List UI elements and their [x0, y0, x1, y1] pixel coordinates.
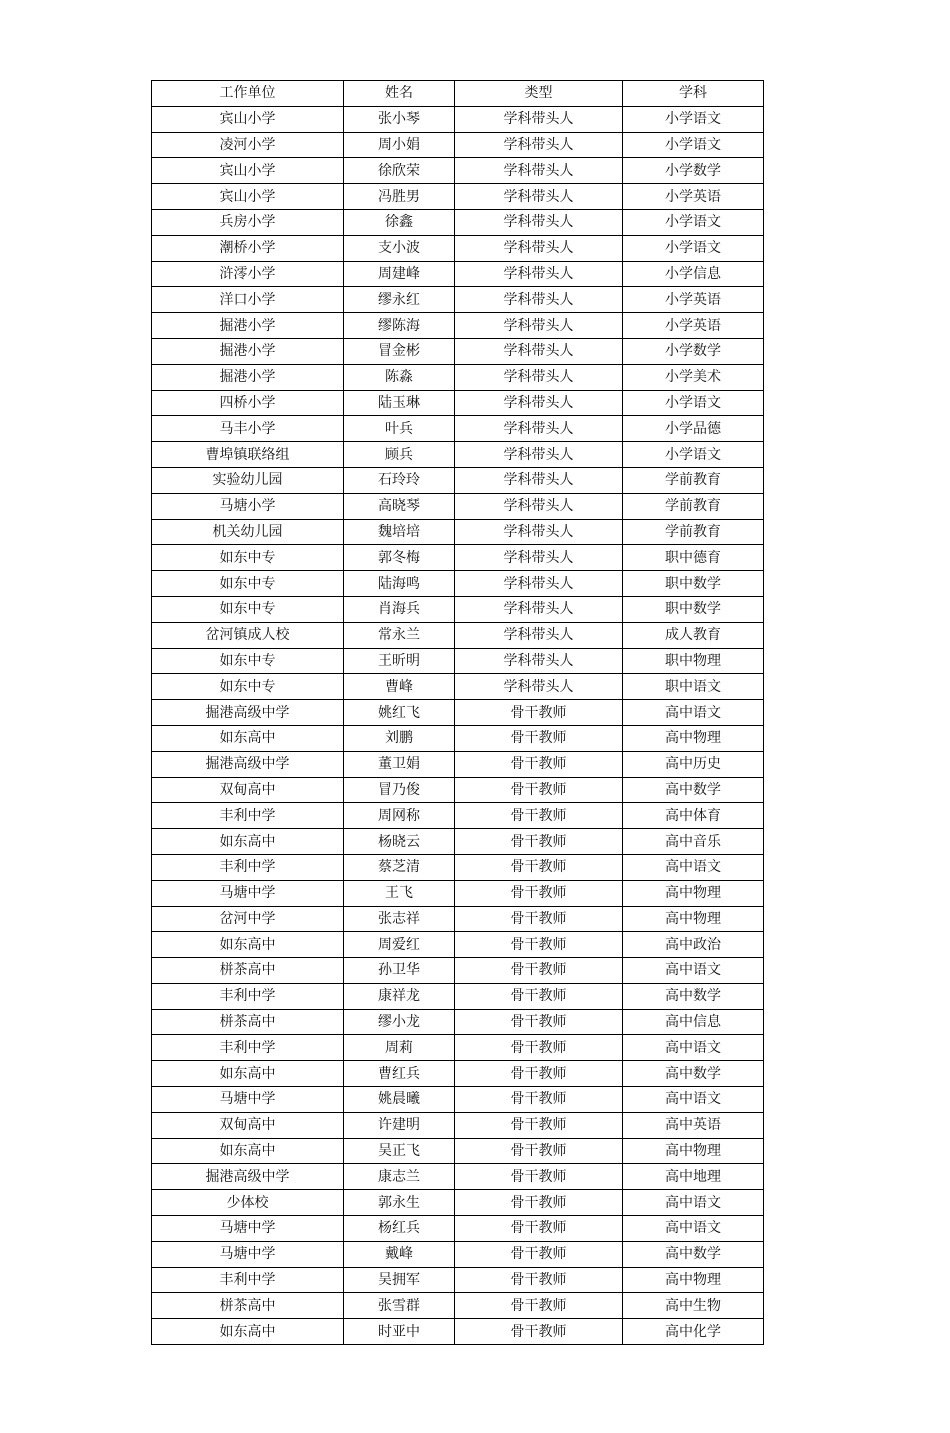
cell-type: 骨干教师 — [455, 1216, 623, 1242]
cell-name: 周网称 — [344, 803, 455, 829]
cell-type: 骨干教师 — [455, 1009, 623, 1035]
cell-name: 戴峰 — [344, 1241, 455, 1267]
cell-type: 骨干教师 — [455, 932, 623, 958]
table-row — [152, 1087, 764, 1113]
table-row — [152, 390, 764, 416]
cell-name: 康志兰 — [344, 1164, 455, 1190]
cell-type: 学科带头人 — [455, 571, 623, 597]
column-header-type: 类型 — [455, 81, 623, 107]
cell-subject: 高中数学 — [623, 777, 764, 803]
cell-work-unit: 浒澪小学 — [152, 261, 344, 287]
table-row — [152, 751, 764, 777]
table-header-row — [152, 81, 764, 107]
table-row — [152, 467, 764, 493]
cell-subject: 学前教育 — [623, 519, 764, 545]
cell-work-unit: 掘港小学 — [152, 313, 344, 339]
cell-work-unit: 丰利中学 — [152, 1267, 344, 1293]
cell-subject: 高中政治 — [623, 932, 764, 958]
cell-type: 骨干教师 — [455, 880, 623, 906]
table-row — [152, 1164, 764, 1190]
table-row — [152, 209, 764, 235]
table-row — [152, 545, 764, 571]
cell-subject: 高中数学 — [623, 983, 764, 1009]
cell-subject: 职中物理 — [623, 648, 764, 674]
cell-name: 吴拥军 — [344, 1267, 455, 1293]
cell-work-unit: 掘港小学 — [152, 364, 344, 390]
cell-subject: 职中德育 — [623, 545, 764, 571]
cell-subject: 小学语文 — [623, 132, 764, 158]
cell-name: 陈淼 — [344, 364, 455, 390]
cell-type: 学科带头人 — [455, 261, 623, 287]
cell-type: 骨干教师 — [455, 829, 623, 855]
cell-work-unit: 如东高中 — [152, 932, 344, 958]
cell-name: 缪永红 — [344, 287, 455, 313]
cell-type: 学科带头人 — [455, 158, 623, 184]
cell-type: 学科带头人 — [455, 622, 623, 648]
cell-name: 缪陈海 — [344, 313, 455, 339]
cell-name: 王飞 — [344, 880, 455, 906]
cell-subject: 高中英语 — [623, 1112, 764, 1138]
cell-subject: 小学英语 — [623, 184, 764, 210]
cell-work-unit: 如东高中 — [152, 1061, 344, 1087]
cell-subject: 学前教育 — [623, 493, 764, 519]
cell-name: 时亚中 — [344, 1319, 455, 1345]
table-row — [152, 596, 764, 622]
cell-subject: 高中物理 — [623, 1267, 764, 1293]
table-row — [152, 571, 764, 597]
cell-work-unit: 少体校 — [152, 1190, 344, 1216]
cell-subject: 高中物理 — [623, 906, 764, 932]
cell-work-unit: 如东中专 — [152, 596, 344, 622]
cell-subject: 职中数学 — [623, 596, 764, 622]
table-row — [152, 803, 764, 829]
cell-subject: 高中语文 — [623, 700, 764, 726]
cell-work-unit: 丰利中学 — [152, 983, 344, 1009]
teacher-roster-sheet — [151, 80, 763, 1345]
cell-subject: 高中语文 — [623, 1087, 764, 1113]
cell-type: 骨干教师 — [455, 1293, 623, 1319]
cell-work-unit: 宾山小学 — [152, 184, 344, 210]
cell-type: 学科带头人 — [455, 313, 623, 339]
cell-work-unit: 如东高中 — [152, 1319, 344, 1345]
cell-work-unit: 潮桥小学 — [152, 235, 344, 261]
cell-type: 学科带头人 — [455, 390, 623, 416]
cell-work-unit: 掘港高级中学 — [152, 700, 344, 726]
cell-work-unit: 如东中专 — [152, 571, 344, 597]
cell-work-unit: 凌河小学 — [152, 132, 344, 158]
table-row — [152, 725, 764, 751]
cell-name: 冯胜男 — [344, 184, 455, 210]
column-header-name: 姓名 — [344, 81, 455, 107]
cell-subject: 高中体育 — [623, 803, 764, 829]
cell-type: 学科带头人 — [455, 519, 623, 545]
cell-subject: 高中物理 — [623, 880, 764, 906]
cell-type: 学科带头人 — [455, 416, 623, 442]
cell-type: 学科带头人 — [455, 235, 623, 261]
cell-subject: 小学语文 — [623, 209, 764, 235]
cell-subject: 高中语文 — [623, 854, 764, 880]
cell-work-unit: 机关幼儿园 — [152, 519, 344, 545]
cell-name: 曹红兵 — [344, 1061, 455, 1087]
cell-subject: 高中语文 — [623, 1216, 764, 1242]
cell-type: 学科带头人 — [455, 184, 623, 210]
cell-subject: 高中化学 — [623, 1319, 764, 1345]
cell-name: 杨晓云 — [344, 829, 455, 855]
cell-type: 骨干教师 — [455, 1087, 623, 1113]
cell-subject: 小学语文 — [623, 390, 764, 416]
table-row — [152, 158, 764, 184]
cell-subject: 高中音乐 — [623, 829, 764, 855]
table-row — [152, 700, 764, 726]
cell-work-unit: 丰利中学 — [152, 854, 344, 880]
cell-name: 顾兵 — [344, 442, 455, 468]
cell-type: 学科带头人 — [455, 596, 623, 622]
cell-subject: 高中生物 — [623, 1293, 764, 1319]
cell-name: 肖海兵 — [344, 596, 455, 622]
table-row — [152, 880, 764, 906]
cell-name: 刘鹏 — [344, 725, 455, 751]
cell-work-unit: 实验幼儿园 — [152, 467, 344, 493]
cell-name: 高晓琴 — [344, 493, 455, 519]
table-row — [152, 364, 764, 390]
cell-type: 骨干教师 — [455, 1061, 623, 1087]
table-row — [152, 906, 764, 932]
cell-type: 学科带头人 — [455, 493, 623, 519]
cell-name: 徐鑫 — [344, 209, 455, 235]
cell-name: 周小娟 — [344, 132, 455, 158]
cell-subject: 高中物理 — [623, 1138, 764, 1164]
cell-name: 陆海鸣 — [344, 571, 455, 597]
cell-work-unit: 四桥小学 — [152, 390, 344, 416]
cell-work-unit: 掘港小学 — [152, 338, 344, 364]
cell-subject: 小学数学 — [623, 158, 764, 184]
cell-name: 缪小龙 — [344, 1009, 455, 1035]
table-row — [152, 106, 764, 132]
cell-subject: 小学英语 — [623, 313, 764, 339]
cell-type: 骨干教师 — [455, 906, 623, 932]
table-row — [152, 1267, 764, 1293]
table-row — [152, 493, 764, 519]
cell-work-unit: 栟茶高中 — [152, 958, 344, 984]
cell-work-unit: 掘港高级中学 — [152, 1164, 344, 1190]
cell-subject: 职中语文 — [623, 674, 764, 700]
cell-type: 学科带头人 — [455, 674, 623, 700]
cell-subject: 高中信息 — [623, 1009, 764, 1035]
table-row — [152, 932, 764, 958]
cell-type: 学科带头人 — [455, 545, 623, 571]
cell-subject: 小学语文 — [623, 235, 764, 261]
cell-work-unit: 栟茶高中 — [152, 1009, 344, 1035]
cell-type: 骨干教师 — [455, 958, 623, 984]
table-row — [152, 1293, 764, 1319]
cell-subject: 高中数学 — [623, 1061, 764, 1087]
cell-work-unit: 双甸高中 — [152, 1112, 344, 1138]
cell-type: 骨干教师 — [455, 1190, 623, 1216]
table-row — [152, 777, 764, 803]
cell-work-unit: 如东高中 — [152, 829, 344, 855]
cell-name: 郭永生 — [344, 1190, 455, 1216]
cell-name: 康祥龙 — [344, 983, 455, 1009]
table-row — [152, 184, 764, 210]
cell-name: 张志祥 — [344, 906, 455, 932]
cell-work-unit: 岔河中学 — [152, 906, 344, 932]
cell-name: 叶兵 — [344, 416, 455, 442]
cell-type: 骨干教师 — [455, 751, 623, 777]
cell-name: 曹峰 — [344, 674, 455, 700]
cell-name: 常永兰 — [344, 622, 455, 648]
cell-name: 姚晨曦 — [344, 1087, 455, 1113]
cell-work-unit: 掘港高级中学 — [152, 751, 344, 777]
table-row — [152, 519, 764, 545]
cell-type: 骨干教师 — [455, 777, 623, 803]
table-row — [152, 622, 764, 648]
cell-work-unit: 如东中专 — [152, 648, 344, 674]
cell-subject: 高中物理 — [623, 725, 764, 751]
cell-subject: 职中数学 — [623, 571, 764, 597]
table-row — [152, 261, 764, 287]
cell-type: 骨干教师 — [455, 803, 623, 829]
cell-work-unit: 栟茶高中 — [152, 1293, 344, 1319]
table-row — [152, 1190, 764, 1216]
cell-type: 骨干教师 — [455, 1164, 623, 1190]
column-header-work-unit: 工作单位 — [152, 81, 344, 107]
cell-work-unit: 马塘中学 — [152, 1087, 344, 1113]
table-row — [152, 235, 764, 261]
cell-name: 冒乃俊 — [344, 777, 455, 803]
table-row — [152, 958, 764, 984]
cell-type: 学科带头人 — [455, 209, 623, 235]
table-row — [152, 338, 764, 364]
cell-type: 学科带头人 — [455, 442, 623, 468]
cell-type: 骨干教师 — [455, 1241, 623, 1267]
cell-subject: 学前教育 — [623, 467, 764, 493]
cell-name: 杨红兵 — [344, 1216, 455, 1242]
cell-work-unit: 宾山小学 — [152, 158, 344, 184]
cell-name: 蔡芝清 — [344, 854, 455, 880]
cell-name: 孙卫华 — [344, 958, 455, 984]
cell-work-unit: 马丰小学 — [152, 416, 344, 442]
cell-subject: 高中语文 — [623, 958, 764, 984]
cell-subject: 高中地理 — [623, 1164, 764, 1190]
cell-type: 骨干教师 — [455, 1035, 623, 1061]
cell-name: 石玲玲 — [344, 467, 455, 493]
table-row — [152, 416, 764, 442]
table-row — [152, 1009, 764, 1035]
cell-name: 姚红飞 — [344, 700, 455, 726]
cell-work-unit: 兵房小学 — [152, 209, 344, 235]
cell-name: 周爱红 — [344, 932, 455, 958]
cell-work-unit: 如东中专 — [152, 545, 344, 571]
cell-work-unit: 马塘中学 — [152, 880, 344, 906]
cell-work-unit: 如东高中 — [152, 1138, 344, 1164]
table-row — [152, 1138, 764, 1164]
cell-work-unit: 如东中专 — [152, 674, 344, 700]
table-body — [152, 106, 764, 1344]
cell-name: 董卫娟 — [344, 751, 455, 777]
cell-type: 学科带头人 — [455, 106, 623, 132]
cell-type: 学科带头人 — [455, 338, 623, 364]
cell-work-unit: 曹埠镇联络组 — [152, 442, 344, 468]
cell-name: 郭冬梅 — [344, 545, 455, 571]
cell-type: 骨干教师 — [455, 700, 623, 726]
cell-subject: 小学信息 — [623, 261, 764, 287]
cell-name: 支小波 — [344, 235, 455, 261]
teacher-roster-table — [151, 80, 764, 1345]
table-row — [152, 287, 764, 313]
cell-type: 学科带头人 — [455, 132, 623, 158]
table-row — [152, 132, 764, 158]
table-row — [152, 1112, 764, 1138]
cell-type: 学科带头人 — [455, 364, 623, 390]
cell-type: 骨干教师 — [455, 1112, 623, 1138]
cell-name: 魏培培 — [344, 519, 455, 545]
cell-name: 冒金彬 — [344, 338, 455, 364]
table-row — [152, 1061, 764, 1087]
cell-name: 张小琴 — [344, 106, 455, 132]
cell-name: 吴正飞 — [344, 1138, 455, 1164]
cell-work-unit: 马塘小学 — [152, 493, 344, 519]
cell-type: 骨干教师 — [455, 854, 623, 880]
cell-subject: 小学数学 — [623, 338, 764, 364]
cell-work-unit: 双甸高中 — [152, 777, 344, 803]
cell-name: 王昕明 — [344, 648, 455, 674]
cell-work-unit: 马塘中学 — [152, 1241, 344, 1267]
cell-subject: 小学品德 — [623, 416, 764, 442]
cell-work-unit: 丰利中学 — [152, 1035, 344, 1061]
table-row — [152, 313, 764, 339]
cell-work-unit: 如东高中 — [152, 725, 344, 751]
cell-type: 学科带头人 — [455, 467, 623, 493]
cell-name: 张雪群 — [344, 1293, 455, 1319]
cell-work-unit: 宾山小学 — [152, 106, 344, 132]
table-row — [152, 1241, 764, 1267]
table-row — [152, 983, 764, 1009]
cell-name: 周莉 — [344, 1035, 455, 1061]
cell-work-unit: 洋口小学 — [152, 287, 344, 313]
cell-name: 许建明 — [344, 1112, 455, 1138]
cell-name: 徐欣荣 — [344, 158, 455, 184]
table-row — [152, 674, 764, 700]
cell-subject: 高中语文 — [623, 1035, 764, 1061]
cell-name: 周建峰 — [344, 261, 455, 287]
cell-work-unit: 丰利中学 — [152, 803, 344, 829]
table-row — [152, 829, 764, 855]
table-row — [152, 442, 764, 468]
cell-subject: 高中历史 — [623, 751, 764, 777]
cell-work-unit: 岔河镇成人校 — [152, 622, 344, 648]
cell-type: 学科带头人 — [455, 287, 623, 313]
cell-subject: 小学英语 — [623, 287, 764, 313]
table-row — [152, 648, 764, 674]
cell-subject: 成人教育 — [623, 622, 764, 648]
cell-name: 陆玉琳 — [344, 390, 455, 416]
cell-work-unit: 马塘中学 — [152, 1216, 344, 1242]
cell-type: 骨干教师 — [455, 1267, 623, 1293]
cell-subject: 高中数学 — [623, 1241, 764, 1267]
cell-subject: 高中语文 — [623, 1190, 764, 1216]
table-row — [152, 1035, 764, 1061]
column-header-subject: 学科 — [623, 81, 764, 107]
cell-type: 骨干教师 — [455, 1319, 623, 1345]
table-row — [152, 1319, 764, 1345]
cell-type: 学科带头人 — [455, 648, 623, 674]
cell-subject: 小学语文 — [623, 106, 764, 132]
cell-subject: 小学美术 — [623, 364, 764, 390]
table-row — [152, 854, 764, 880]
table-row — [152, 1216, 764, 1242]
cell-type: 骨干教师 — [455, 725, 623, 751]
cell-type: 骨干教师 — [455, 983, 623, 1009]
cell-type: 骨干教师 — [455, 1138, 623, 1164]
cell-subject: 小学语文 — [623, 442, 764, 468]
